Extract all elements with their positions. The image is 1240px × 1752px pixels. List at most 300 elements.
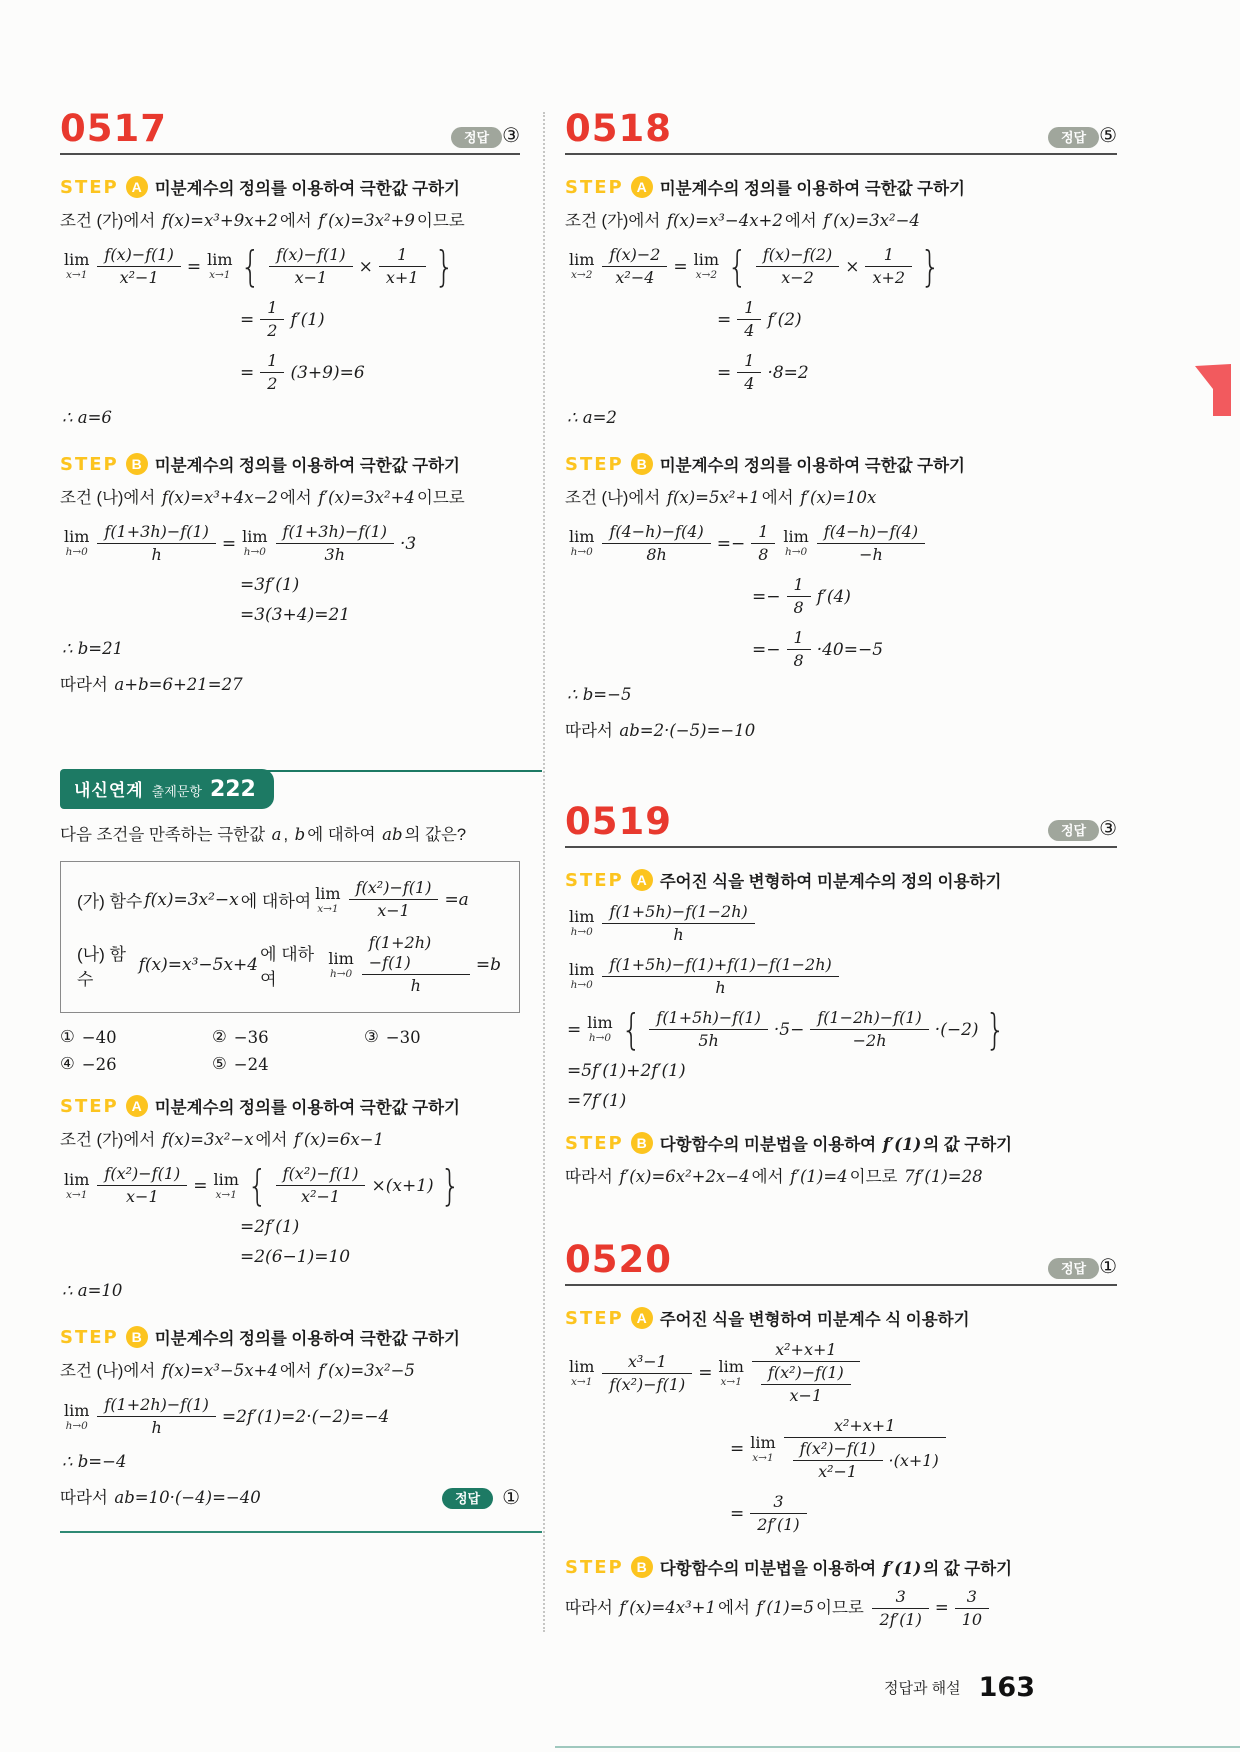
math-text: =5f′(1)+2f′(1) xyxy=(567,1061,686,1082)
math-text: 8 xyxy=(758,545,769,565)
math-line xyxy=(60,241,520,291)
fraction xyxy=(865,245,912,288)
math-text: f(x)−f(2) xyxy=(762,245,833,265)
math-line xyxy=(60,1395,520,1438)
math-line xyxy=(565,902,1117,945)
math-text: 2f′(1) xyxy=(879,1610,922,1630)
math-text: = xyxy=(567,1019,582,1040)
step-label: STEP xyxy=(565,1307,624,1329)
fraction-numerator xyxy=(872,1587,928,1609)
fraction xyxy=(362,933,470,996)
body-text: 에 대하여 xyxy=(240,892,312,912)
math-text: = xyxy=(730,1439,745,1460)
fraction xyxy=(602,522,710,565)
math-text: f(x)=x³+4x−2 xyxy=(161,488,278,508)
fraction-denominator xyxy=(276,1186,366,1207)
limit-word: lim xyxy=(783,527,809,547)
body-text: 에서 xyxy=(761,489,799,508)
body-text: 다항함수의 미분법을 이용하여 xyxy=(659,1136,881,1155)
math-text: 3h xyxy=(324,545,345,565)
fraction-denominator xyxy=(349,900,439,921)
body-text: 미분계수의 정의를 이용하여 극한값 구하기 xyxy=(154,1330,460,1349)
limit-operator xyxy=(64,1169,90,1201)
limit-subscript: x→1 xyxy=(209,269,231,282)
math-text: 3 xyxy=(773,1492,784,1512)
fraction-denominator xyxy=(276,544,394,565)
choice-value: −24 xyxy=(233,1054,269,1074)
math-text: = xyxy=(717,309,732,330)
step-label: STEP xyxy=(60,1095,119,1117)
math-text: f′(1)=5 xyxy=(756,1598,815,1618)
choice-item xyxy=(60,1027,212,1047)
section-end-rule xyxy=(60,1531,542,1533)
math-text: f(x²)−f(1) xyxy=(799,1439,876,1459)
step-heading xyxy=(60,175,520,199)
body-line xyxy=(60,1484,263,1512)
step-label: STEP xyxy=(60,1326,119,1348)
big-brace: } xyxy=(920,241,941,291)
step-heading xyxy=(565,1555,1117,1579)
math-line xyxy=(565,1091,1117,1111)
step-letter-icon: B xyxy=(631,1132,653,1154)
answer-badge xyxy=(1048,819,1117,840)
step-title xyxy=(155,175,460,199)
math-text: −h xyxy=(859,545,883,565)
math-line xyxy=(565,241,1117,291)
fraction-numerator xyxy=(276,1164,366,1186)
math-text: = xyxy=(717,362,732,383)
math-line xyxy=(60,522,520,565)
body-text: 이므로 xyxy=(849,1168,903,1187)
math-text: 2f′(1) xyxy=(757,1515,800,1535)
big-brace: } xyxy=(984,1004,1005,1054)
limit-subscript: h→0 xyxy=(588,1032,612,1045)
step-label: STEP xyxy=(60,453,119,475)
math-text: × xyxy=(845,256,860,277)
fraction-numerator xyxy=(97,1164,187,1186)
body-text: 따라서 xyxy=(60,1489,113,1508)
limit-operator xyxy=(64,1400,90,1432)
limit-operator xyxy=(64,529,89,558)
math-text: ·8=2 xyxy=(767,362,809,383)
linked-badge xyxy=(60,769,274,809)
limit-subscript: x→1 xyxy=(720,1376,742,1389)
choice-item xyxy=(60,1054,212,1074)
limit-subscript: x→1 xyxy=(752,1452,774,1465)
math-text: f(x²)−f(1) xyxy=(355,878,432,898)
fraction-denominator xyxy=(955,1609,989,1630)
fraction-numerator xyxy=(761,1363,851,1385)
answer-pill: 정답 xyxy=(442,1488,493,1510)
problem-header xyxy=(565,800,1117,848)
limit-word: lim xyxy=(718,1357,744,1377)
step-label: STEP xyxy=(565,869,624,891)
choice-number: ④ xyxy=(60,1055,75,1074)
limit-subscript: h→0 xyxy=(65,1419,88,1432)
math-text: x+1 xyxy=(385,268,419,288)
choice-value: −26 xyxy=(81,1054,117,1074)
math-text: f(1+3h)−f(1) xyxy=(282,522,387,542)
limit-operator xyxy=(719,1359,744,1388)
limit-word: lim xyxy=(207,250,233,270)
math-text: ·3 xyxy=(400,533,417,554)
fraction-numerator xyxy=(269,245,352,267)
body-text: 미분계수의 정의를 이용하여 극한값 구하기 xyxy=(154,180,460,198)
step-title xyxy=(660,1555,1012,1579)
math-text: f(x²)−f(1) xyxy=(282,1164,359,1184)
math-text: 7f′(1)=28 xyxy=(904,1167,983,1187)
body-text: 에 대하여 xyxy=(260,944,315,989)
math-text: 8 xyxy=(793,651,804,671)
answer-choice-number: ③ xyxy=(1099,818,1117,841)
math-text: ab xyxy=(382,825,403,845)
fraction-denominator xyxy=(793,1461,883,1482)
fraction xyxy=(955,1587,989,1630)
math-text: f(4−h)−f(4) xyxy=(823,522,919,542)
limit-subscript: x→2 xyxy=(571,269,593,282)
fraction xyxy=(276,1164,366,1207)
math-text: f(1+2h)−f(1) xyxy=(368,933,432,973)
step-label: STEP xyxy=(565,1556,624,1578)
math-text: x²+x+1 xyxy=(833,1416,896,1436)
limit-subscript: x→1 xyxy=(317,902,339,915)
math-text: =2f′(1) xyxy=(240,1217,300,1238)
limit-subscript: h→0 xyxy=(570,979,593,992)
math-text: f(x²)−f(1) xyxy=(609,1374,686,1394)
fraction-numerator xyxy=(602,1352,692,1374)
math-text: ·40=−5 xyxy=(816,639,884,660)
fraction-numerator xyxy=(602,522,710,544)
limit-subscript: h→0 xyxy=(65,546,88,559)
body-text: 미분계수의 정의를 이용하여 극한값 구하기 xyxy=(659,457,965,476)
limit-word: lim xyxy=(569,960,595,980)
fraction xyxy=(379,245,426,288)
fraction-denominator xyxy=(602,924,754,945)
limit-operator xyxy=(315,883,341,915)
math-text: f(x²)−f(1) xyxy=(104,1164,181,1184)
math-text: x+2 xyxy=(872,268,906,288)
fraction xyxy=(872,1587,928,1630)
answer-choice-number: ③ xyxy=(502,125,520,147)
fraction xyxy=(97,1164,187,1207)
problem-number: 0520 xyxy=(565,1238,672,1282)
math-line xyxy=(750,628,1117,671)
math-text: ·5− xyxy=(773,1019,805,1040)
fraction xyxy=(793,1439,883,1482)
math-text: ∴ a=6 xyxy=(62,408,112,428)
fraction-denominator xyxy=(750,1514,806,1535)
body-text: 미분계수의 정의를 이용하여 극한값 구하기 xyxy=(154,457,460,476)
math-text: f(x)=3x²−x xyxy=(144,889,239,910)
step-label: STEP xyxy=(565,1132,624,1154)
math-text: ∴ b=−4 xyxy=(62,1452,127,1472)
answer-badge xyxy=(1048,1257,1117,1278)
problem-number: 0517 xyxy=(60,107,167,150)
math-text: 1 xyxy=(744,351,755,371)
linked-badge-subtitle: 출제문항 xyxy=(151,784,202,800)
body-text: 따라서 xyxy=(565,1168,618,1187)
math-text: 1 xyxy=(267,298,278,318)
math-text: f(x)=x³−4x+2 xyxy=(666,211,783,230)
limit-operator xyxy=(750,1435,775,1464)
body-text: 에서 xyxy=(279,489,317,508)
math-text: =− xyxy=(752,639,781,660)
math-text: f(x)=x³−5x+4 xyxy=(138,954,259,975)
math-text: =− xyxy=(752,586,781,607)
body-text: 다항함수의 미분법을 이용하여 xyxy=(659,1560,881,1579)
math-text: 8h xyxy=(646,545,667,565)
step-heading xyxy=(565,868,1117,892)
choice-item xyxy=(212,1054,364,1074)
math-text: b xyxy=(294,825,306,845)
limit-word: lim xyxy=(569,250,595,270)
big-brace: { xyxy=(727,241,748,291)
math-text: f(1+5h)−f(1−2h) xyxy=(609,902,748,922)
fraction-denominator xyxy=(751,544,775,565)
body-line xyxy=(60,404,520,432)
limit-operator xyxy=(569,909,594,938)
footer-rule xyxy=(555,1746,1240,1748)
linked-badge-title: 내신연계 xyxy=(74,781,144,801)
math-text: = xyxy=(934,1598,949,1618)
body-line xyxy=(60,1448,520,1476)
step-letter-icon: A xyxy=(631,1307,653,1329)
fraction xyxy=(784,1416,946,1482)
math-text: f′(4) xyxy=(816,586,851,607)
limit-word: lim xyxy=(750,1433,776,1453)
answer-line xyxy=(60,1484,520,1512)
limit-word: lim xyxy=(242,527,268,547)
math-text: f′(1) xyxy=(882,1559,922,1579)
choice-number: ② xyxy=(212,1028,227,1047)
problem-0519 xyxy=(565,800,1117,1191)
big-brace: { xyxy=(620,1004,642,1054)
math-text: ab=2·(−5)=−10 xyxy=(619,721,756,741)
fraction xyxy=(817,522,925,565)
math-text: x−1 xyxy=(126,1187,159,1207)
limit-subscript: x→1 xyxy=(215,1188,237,1201)
choice-number: ① xyxy=(60,1028,75,1047)
math-text: ·(x+1) xyxy=(888,1450,939,1470)
math-text: 1 xyxy=(793,575,804,595)
step-title xyxy=(660,175,965,199)
math-text: f(x²)−f(1) xyxy=(767,1363,844,1383)
math-text: 4 xyxy=(744,321,755,341)
fraction-denominator xyxy=(817,544,925,565)
body-text: 의 값 구하기 xyxy=(923,1560,1013,1579)
math-line xyxy=(238,605,520,625)
math-line xyxy=(238,1217,520,1237)
fraction xyxy=(276,522,394,565)
body-line xyxy=(60,1277,520,1305)
math-text: = xyxy=(673,256,688,277)
limit-subscript: x→1 xyxy=(66,269,88,282)
limit-subscript: h→0 xyxy=(784,546,808,559)
math-text: 1 xyxy=(883,245,894,265)
limit-operator xyxy=(569,1359,594,1388)
math-text: 10 xyxy=(961,1610,983,1630)
body-line xyxy=(60,671,520,699)
fraction-numerator xyxy=(793,1439,883,1461)
big-brace: { xyxy=(240,241,261,291)
math-text: =3f′(1) xyxy=(240,575,300,596)
math-text: x−1 xyxy=(377,901,410,921)
step-letter-icon: B xyxy=(126,1326,148,1348)
fraction-numerator xyxy=(955,1587,989,1609)
body-line xyxy=(60,484,520,512)
limit-operator xyxy=(694,252,719,281)
fraction-denominator xyxy=(362,975,470,996)
body-text: 의 값은? xyxy=(404,826,467,845)
fraction-denominator xyxy=(260,320,284,341)
fraction-denominator xyxy=(97,1417,215,1438)
body-text: 조건 (가)에서 xyxy=(60,1131,160,1150)
math-text: f′(x)=3x²−4 xyxy=(823,211,920,230)
math-text: = xyxy=(186,256,202,277)
fraction-denominator xyxy=(865,267,912,288)
limit-word: lim xyxy=(328,948,354,968)
math-text: f(1+2h)−f(1) xyxy=(104,1395,209,1415)
limit-word: lim xyxy=(64,527,90,547)
math-text: h xyxy=(151,545,162,565)
limit-subscript: h→0 xyxy=(243,546,266,559)
body-text: 에서 xyxy=(255,1131,292,1150)
body-text: 미분계수의 정의를 이용하여 극한값 구하기 xyxy=(154,1099,460,1118)
fraction-numerator xyxy=(602,902,754,924)
fraction-denominator xyxy=(269,267,352,288)
answer-pill: 정답 xyxy=(1048,127,1099,148)
math-text: = xyxy=(730,1503,745,1524)
body-line xyxy=(565,1163,1117,1191)
fraction-numerator xyxy=(787,628,811,650)
fraction-denominator xyxy=(756,267,839,288)
body-text: 주어진 식을 변형하여 미분계수의 정의 이용하기 xyxy=(659,873,1002,892)
math-text: 1 xyxy=(267,351,278,371)
limit-word: lim xyxy=(693,250,720,270)
fraction xyxy=(602,1352,692,1395)
math-text: 1 xyxy=(758,522,769,542)
step-letter-icon: A xyxy=(631,869,653,891)
limit-operator xyxy=(569,962,594,991)
fraction xyxy=(752,1340,860,1406)
fraction xyxy=(97,245,180,288)
fraction-numerator xyxy=(737,298,761,320)
math-text: f′(x)=6x−1 xyxy=(294,1130,384,1150)
math-text: a+b=6+21=27 xyxy=(114,675,243,695)
fraction-denominator xyxy=(872,1609,928,1630)
step-heading xyxy=(565,1306,1117,1330)
body-text: 조건 (나)에서 xyxy=(60,1362,160,1381)
math-text: ∴ a=2 xyxy=(567,408,617,428)
math-text: ∴ b=21 xyxy=(62,639,124,659)
choice-value: −40 xyxy=(81,1027,117,1047)
fraction-denominator xyxy=(787,650,811,671)
limit-word: lim xyxy=(64,1400,90,1420)
body-text: 조건 (가)에서 xyxy=(565,212,665,230)
answer-choice-number: ① xyxy=(502,1487,520,1510)
math-text: f(4−h)−f(4) xyxy=(609,522,704,542)
fraction xyxy=(260,351,284,394)
step-letter-icon: B xyxy=(631,1556,653,1578)
body-text: , xyxy=(283,826,293,845)
fraction-denominator xyxy=(97,544,215,565)
problem-0518 xyxy=(565,107,1117,745)
math-text: x−1 xyxy=(294,268,328,288)
fraction-numerator xyxy=(602,245,667,267)
limit-subscript: h→0 xyxy=(329,967,353,980)
limit-operator xyxy=(783,529,808,558)
math-text: f(1+5h)−f(1)+f(1)−f(1−2h) xyxy=(609,955,832,975)
fraction xyxy=(260,298,284,341)
math-text: f′(1)=4 xyxy=(790,1167,848,1187)
choice-number: ⑤ xyxy=(212,1055,227,1074)
limit-subscript: x→1 xyxy=(66,1188,88,1201)
limit-word: lim xyxy=(569,907,595,927)
limit-word: lim xyxy=(569,527,595,547)
fraction-denominator xyxy=(97,1186,187,1207)
math-text: h xyxy=(410,976,421,996)
math-text: 1 xyxy=(744,298,755,318)
answer-choice-number: ① xyxy=(1099,1256,1117,1279)
math-text: 1 xyxy=(397,245,408,265)
body-line xyxy=(565,404,1117,432)
fraction-denominator xyxy=(602,267,667,288)
fraction-denominator xyxy=(602,1374,692,1395)
answer-badge xyxy=(442,1488,520,1510)
fraction-numerator xyxy=(97,522,215,544)
problem-header xyxy=(60,107,520,155)
math-line xyxy=(565,1340,1117,1406)
fraction-numerator xyxy=(276,522,394,544)
fraction xyxy=(737,298,761,341)
fraction xyxy=(737,351,761,394)
fraction xyxy=(97,522,215,565)
big-brace: } xyxy=(433,241,454,291)
math-text: 5h xyxy=(698,1031,719,1051)
math-text: = xyxy=(698,1363,713,1384)
footer-label: 정답과 해설 xyxy=(884,1680,961,1697)
big-brace: } xyxy=(439,1160,461,1210)
math-text: ∴ b=−5 xyxy=(567,685,632,705)
body-line xyxy=(60,207,520,235)
step-title xyxy=(660,868,1002,892)
fraction xyxy=(602,955,838,998)
body-text: 따라서 xyxy=(565,722,618,741)
limit-operator xyxy=(328,948,354,980)
body-text: 에서 xyxy=(279,1362,317,1381)
math-text: f(x)=5x²+1 xyxy=(666,488,760,508)
math-text: f(1+3h)−f(1) xyxy=(104,522,209,542)
step-heading xyxy=(565,175,1117,199)
step-title xyxy=(660,1131,1012,1155)
math-text: = xyxy=(240,309,255,330)
answer-badge xyxy=(451,126,520,147)
body-line xyxy=(60,635,520,663)
body-text: 이므로 xyxy=(416,489,465,508)
math-line xyxy=(565,1061,1117,1081)
choice-value: −30 xyxy=(385,1027,421,1047)
fraction-denominator xyxy=(602,977,838,998)
limit-subscript: x→2 xyxy=(695,269,718,282)
fraction-numerator xyxy=(817,522,925,544)
math-text: f(1+5h)−f(1) xyxy=(656,1008,761,1028)
linked-badge-number: 222 xyxy=(209,777,256,803)
fraction-numerator xyxy=(810,1008,928,1030)
math-text: f′(x)=4x³+1 xyxy=(619,1598,717,1618)
bookmark-ribbon-icon xyxy=(1195,364,1233,416)
column-divider xyxy=(543,112,545,1632)
math-text: ab=10·(−4)=−40 xyxy=(114,1488,261,1508)
